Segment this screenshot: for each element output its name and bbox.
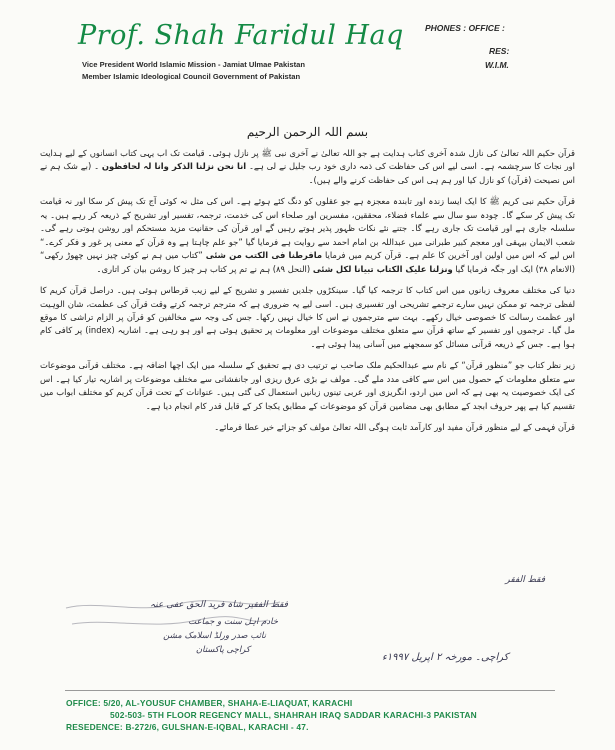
paragraph-5-text: قرآن فہمی کے لیے منظور قرآن مفید اور کارآمد ثابت ہوگی اللہ تعالیٰ مولف کو جزائے خیر عطا فرمائے۔ bbox=[214, 422, 575, 433]
letter-body bbox=[40, 147, 575, 443]
signature-line-4: کراچی پاکستان bbox=[195, 645, 250, 655]
paragraph-5 bbox=[40, 421, 575, 434]
paragraph-3-text: دنیا کی مختلف معروف زبانوں میں اس کتاب کا ترجمہ کیا گیا۔ سینکڑوں جلدیں تفسیر و تشریح کے لیے زیب قرطاس ہوئی ہیں۔ دراصل قرآن کریم کا لفظی ترجمہ تو ممکن نہیں سارے ترجمے تشریحی اور تفسیری ہیں۔ اسی لیے یہ ضروری ہے کہ مترجم ترجمہ کرتے وقت قرآن کی عظمت، شان الوہیت اور عظمت رسالت کا خصوصی خیال رکھے۔ بہت سے مترجموں نے اس کا خیال نہیں رکھا۔ جس کی وجہ سے مخالفین کو قرآن پر الزام تراشی کا موقع مل گیا۔ ترجموں اور تفسیر کے ساتھ قرآن سے متعلق مختلف موضوعات اور معلومات پر تحقیق ہوئی ہے اور ہو رہی ہے۔ اشاریہ (index) پر کافی کام ہوا ہے۔ جس کے ذریعہ قرآنی مسائل کو سمجھنے میں آسانی پیدا ہوئی ہے۔ bbox=[40, 285, 576, 349]
footer-residence: RESEDENCE: B-272/6, GULSHAN-E-IQBAL, KARACHI - 47. bbox=[66, 722, 309, 732]
signature-line-3: نائب صدر ورلڈ اسلامک مشن bbox=[163, 631, 266, 641]
footer-office: OFFICE: 5/20, AL-YOUSUF CHAMBER, SHAHA-E-LIAQUAT, KARACHI bbox=[66, 698, 353, 708]
paragraph-4-text: زیر نظر کتاب جو ”منظور قرآن“ کے نام سے عبدالحکیم ملک صاحب نے ترتیب دی ہے تحقیق کے سلسلہ میں ایک اچھا اضافہ ہے۔ مختلف قرآنی موضوعات سے متعلق معلومات کے حصول میں اس سے کافی مدد ملے گی۔ مولف نے بڑی عرق ریزی اور جانفشانی سے مختلف موضوعات پر اشاریہ تیار کیا ہے۔ اس کی ایک خصوصیت یہ بھی ہے کہ اس میں اردو، انگریزی اور عربی تینوں زبانیں استعمال کی گئی ہیں۔ عنوانات کے تحت قرآن کریم کو مختلف ابواب میں تقسیم کیا ہے پھر حروف ابجد کے مطابق بھی مضامین قرآن کو موضوعات کے مطابق یکجا کر کے قابل قدر کام انجام دیا ہے۔ bbox=[40, 360, 575, 411]
signature-line-2: خادم اہل سنت و جماعت bbox=[188, 617, 278, 627]
paragraph-3 bbox=[40, 284, 575, 351]
paragraph-1-text-after: ۔ (بے شک ہم نے اس نصیحت (قرآن) کو نازل کیا اور ہم ہی اس کی حفاظت کرنے والے ہیں)۔ bbox=[40, 161, 575, 185]
paragraph-1-text: قرآن حکیم اللہ تعالیٰ کی نازل شدہ آخری کتاب ہدایت ہے جو اللہ تعالیٰ نے آخری نبی ﷺ پر نازل ہوئی۔ قیامت تک اب یہی کتاب انسانوں کے لیے ہدایت اور نجات کا سرچشمہ ہے۔ اسی لیے اس کی حفاظت کی ذمہ داری خود رب جلیل نے لی ہے۔ bbox=[40, 148, 575, 172]
paragraph-2-text-after: ”کتاب میں ہم نے کوئی چیز نہیں چھوڑ رکھی“ (الانعام ۳۸) ایک اور جگہ فرمایا گیا bbox=[40, 250, 575, 274]
basmala: بسم اللہ الرحمن الرحیم bbox=[246, 125, 369, 139]
paragraph-1 bbox=[40, 147, 575, 187]
letterhead-title-1: Vice President World Islamic Mission - Jamiat Ulmae Pakistan bbox=[82, 60, 305, 69]
letterhead-name: Prof. Shah Faridul Haq bbox=[78, 20, 404, 51]
closing bbox=[0, 575, 575, 585]
paragraph-2-text-after-2: (النحل ۸۹) ہم نے تم پر کتاب ہر چیز کا روشن بیان کر اتاری۔ bbox=[96, 263, 311, 274]
letterhead-title-2: Member Islamic Ideological Council Government of Pakistan bbox=[82, 72, 301, 81]
paragraph-2 bbox=[40, 195, 575, 276]
phones-wim-label: W.I.M. bbox=[485, 60, 509, 70]
signature-line-1: فقط الفقیر شاہ فرید الحق عفی عنہ bbox=[150, 600, 288, 610]
paragraph-1-verse: انا نحن نزلنا الذکر وانا لہ لحافظون bbox=[101, 161, 247, 172]
paragraph-2-verse-2: ونزلنا علیک الکتاب تبیانا لکل شئی bbox=[312, 263, 453, 274]
date-line: کراچی۔ مورخہ ۲ اپریل ۱۹۹۷ء bbox=[382, 652, 509, 663]
phones-res-label: RES: bbox=[489, 46, 510, 56]
paragraph-2-text: قرآن حکیم نبی کریم ﷺ کا ایک ایسا زندہ اور تابندہ معجزہ ہے جو عقلوں کو دنگ کئے ہوئے ہے۔ اس کی مثل نہ کوئی آج تک پیش کر سکا اور نہ قیامت تک پیش کر سکے گا۔ چودہ سو سال سے علماء فضلاء، محققین، مفسرین اور صلحاء اس کی خدمت، ترجمہ، تفسیر اور تشریح کے ذریعہ کر رہے ہیں۔ یہ سلسلہ جاری ہے اور قیامت تک جاری رہے گا۔ جتنے نئے نکات ظہور پذیر ہوتے رہیں گے اور قرآن کی حقانیت مزید مستحکم اور روشن ہوتی رہے گی۔ شعب الایمان بیہقی اور معجم کبیر طبرانی میں عبداللہ بن امام احمد سے روایت ہے فرمایا گیا ”جو علم چاہتا ہے وہ قرآن کے معنی پر غور و فکر کرے۔“ اس لیے کہ اس میں اولین اور آخرین کا علم ہے۔ قرآن کریم میں فرمایا bbox=[40, 196, 575, 261]
phones-heading: PHONES : OFFICE : bbox=[425, 23, 505, 33]
signature bbox=[58, 596, 288, 658]
footer-office-2: 502-503- 5TH FLOOR REGENCY MALL, SHAHRAH IRAQ SADDAR KARACHI-3 PAKISTAN bbox=[110, 710, 477, 720]
footer-divider bbox=[65, 690, 555, 691]
paragraph-4 bbox=[40, 359, 575, 413]
paragraph-2-verse-1: مافرطنا فی الکتب من شئی bbox=[205, 250, 323, 261]
closing-text: فقط الفقر bbox=[505, 575, 545, 585]
